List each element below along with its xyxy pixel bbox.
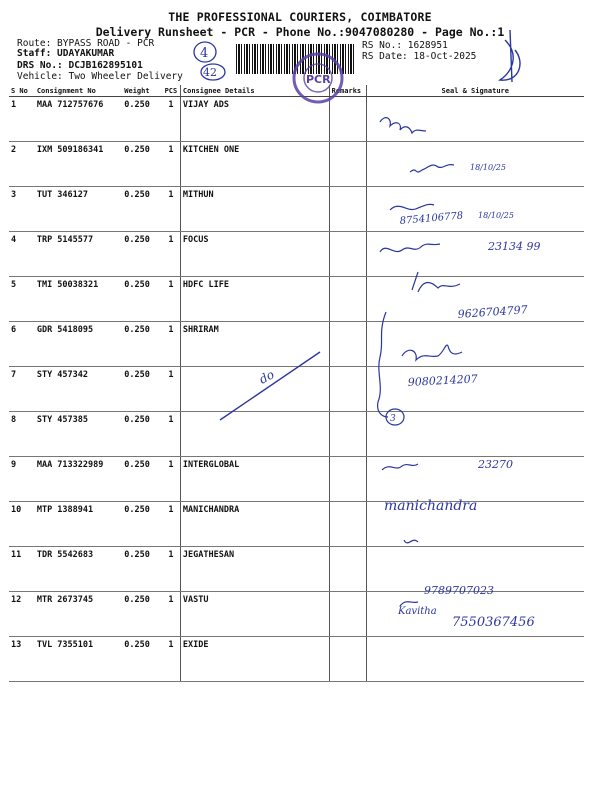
table-row [9,187,584,232]
row-consignment: STY 457342 [35,367,122,412]
row-pcs: 1 [162,592,180,637]
row-consignment: TUT 346127 [35,187,122,232]
company-name: THE PROFESSIONAL COURIERS, COIMBATORE [168,10,432,24]
row-pcs: 1 [162,457,180,502]
col-pcs: PCS [162,85,180,97]
row-weight: 0.250 [122,367,162,412]
row-sno: 2 [9,142,35,187]
row-weight: 0.250 [122,502,162,547]
col-consignee: Consignee Details [180,85,329,97]
col-seal: Seal & Signature [366,85,584,97]
sig-row-13-phone: 7550367456 [452,615,535,630]
row-sno: 6 [9,322,35,367]
row-weight: 0.250 [122,97,162,142]
row-remarks [329,457,366,502]
row-sno: 7 [9,367,35,412]
row-weight: 0.250 [122,412,162,457]
route-label: Route: BYPASS ROAD - PCR [17,38,155,49]
row-pcs: 1 [162,187,180,232]
row-seal-signature[interactable] [366,232,584,277]
sig-row-5-phone: 9626704797 [457,303,529,321]
row-seal-signature[interactable] [366,97,584,142]
row-consignment: TDR 5542683 [35,547,122,592]
row-remarks [329,412,366,457]
row-weight: 0.250 [122,637,162,682]
sig-row-2-date: 18/10/25 [470,163,506,172]
row-pcs: 1 [162,322,180,367]
staff-label: Staff: UDAYAKUMAR [17,48,115,59]
row-consignee: HDFC LIFE [180,277,329,322]
strike-note: do [256,367,277,387]
table-row [9,637,584,682]
row-weight: 0.250 [122,592,162,637]
row-consignment: MTR 2673745 [35,592,122,637]
row-seal-signature[interactable] [366,547,584,592]
col-remarks: Remarks [329,85,366,97]
row-remarks [329,97,366,142]
row-sno: 10 [9,502,35,547]
table-row [9,97,584,142]
row-weight: 0.250 [122,322,162,367]
row-consignee: FOCUS [180,232,329,277]
sig-row-7-phone: 9080214207 [407,372,479,389]
row-sno: 8 [9,412,35,457]
row-consignment: MAA 713322989 [35,457,122,502]
col-consignment: Consignment No [35,85,122,97]
table-row [9,547,584,592]
row-consignment: STY 457385 [35,412,122,457]
table-row [9,142,584,187]
table-row [9,457,584,502]
row-sno: 5 [9,277,35,322]
table-row [9,412,584,457]
row-consignee: MANICHANDRA [180,502,329,547]
sig-row-4-phone: 23134 99 [488,240,541,253]
row-sno: 9 [9,457,35,502]
handwritten-4: 4 [200,46,209,61]
row-pcs: 1 [162,547,180,592]
row-pcs: 1 [162,97,180,142]
sig-row-9-phone: 23270 [478,458,513,471]
row-remarks [329,142,366,187]
row-sno: 1 [9,97,35,142]
row-sno: 11 [9,547,35,592]
row-consignee: INTERGLOBAL [180,457,329,502]
sig-row-13-name: Kavitha [398,606,437,617]
row-consignee: MITHUN [180,187,329,232]
row-seal-signature[interactable] [366,412,584,457]
row-weight: 0.250 [122,187,162,232]
handwritten-42: 42 [203,66,217,79]
row-consignment: GDR 5418095 [35,322,122,367]
row-remarks [329,277,366,322]
barcode [236,44,354,74]
row-remarks [329,232,366,277]
row-consignment: IXM 509186341 [35,142,122,187]
row-remarks [329,187,366,232]
sig-row-10-name: manichandra [384,498,478,514]
row-consignment: TMI 50038321 [35,277,122,322]
row-pcs: 1 [162,502,180,547]
row-weight: 0.250 [122,142,162,187]
rs-number: RS No.: 1628951 [362,40,448,51]
table-row [9,367,584,412]
row-consignment: TRP 5145577 [35,232,122,277]
row-seal-signature[interactable] [366,457,584,502]
table-header-row [9,85,584,97]
row-pcs: 1 [162,277,180,322]
rs-date: RS Date: 18-Oct-2025 [362,51,477,62]
row-consignee [180,367,329,412]
row-pcs: 1 [162,142,180,187]
row-weight: 0.250 [122,457,162,502]
row-seal-signature[interactable] [366,322,584,367]
table-row [9,277,584,322]
row-consignee [180,412,329,457]
row-pcs: 1 [162,367,180,412]
table-row [9,232,584,277]
row-consignment: TVL 7355101 [35,637,122,682]
row-sno: 3 [9,187,35,232]
row-seal-signature[interactable] [366,367,584,412]
stamp-text: PCR [306,73,331,86]
row-remarks [329,502,366,547]
row-weight: 0.250 [122,277,162,322]
row-remarks [329,592,366,637]
runsheet-table [9,85,584,682]
table-row [9,502,584,547]
row-seal-signature[interactable] [366,592,584,637]
row-consignment: MTP 1388941 [35,502,122,547]
row-weight: 0.250 [122,547,162,592]
col-weight: Weight [122,85,162,97]
row-seal-signature[interactable] [366,502,584,547]
row-consignee: VIJAY ADS [180,97,329,142]
row-consignee: VASTU [180,592,329,637]
table-row [9,322,584,367]
row-seal-signature[interactable] [366,187,584,232]
row-remarks [329,367,366,412]
vehicle-label: Vehicle: Two Wheeler Delivery [17,71,183,82]
row-consignee: EXIDE [180,637,329,682]
sig-row-8-circle: 3 [390,414,396,424]
row-weight: 0.250 [122,232,162,277]
row-consignee: KITCHEN ONE [180,142,329,187]
row-pcs: 1 [162,637,180,682]
runsheet-title: Delivery Runsheet - PCR - Phone No.:9047080280 - Page No.:1 [95,25,505,39]
row-consignment: MAA 712757676 [35,97,122,142]
row-sno: 13 [9,637,35,682]
col-sno: S No [9,85,35,97]
row-sno: 4 [9,232,35,277]
sig-row-3-phone: 8754106778 [399,210,464,227]
row-remarks [329,637,366,682]
row-sno: 12 [9,592,35,637]
row-consignee: JEGATHESAN [180,547,329,592]
row-seal-signature[interactable] [366,142,584,187]
sig-row-12-phone: 9789707023 [424,584,494,597]
row-seal-signature[interactable] [366,277,584,322]
row-remarks [329,322,366,367]
row-consignee: SHRIRAM [180,322,329,367]
row-pcs: 1 [162,412,180,457]
table-row [9,592,584,637]
row-remarks [329,547,366,592]
sig-row-3-date: 18/10/25 [478,211,514,220]
row-seal-signature[interactable] [366,637,584,682]
row-pcs: 1 [162,232,180,277]
drs-number: DRS No.: DCJB162895101 [17,60,143,71]
